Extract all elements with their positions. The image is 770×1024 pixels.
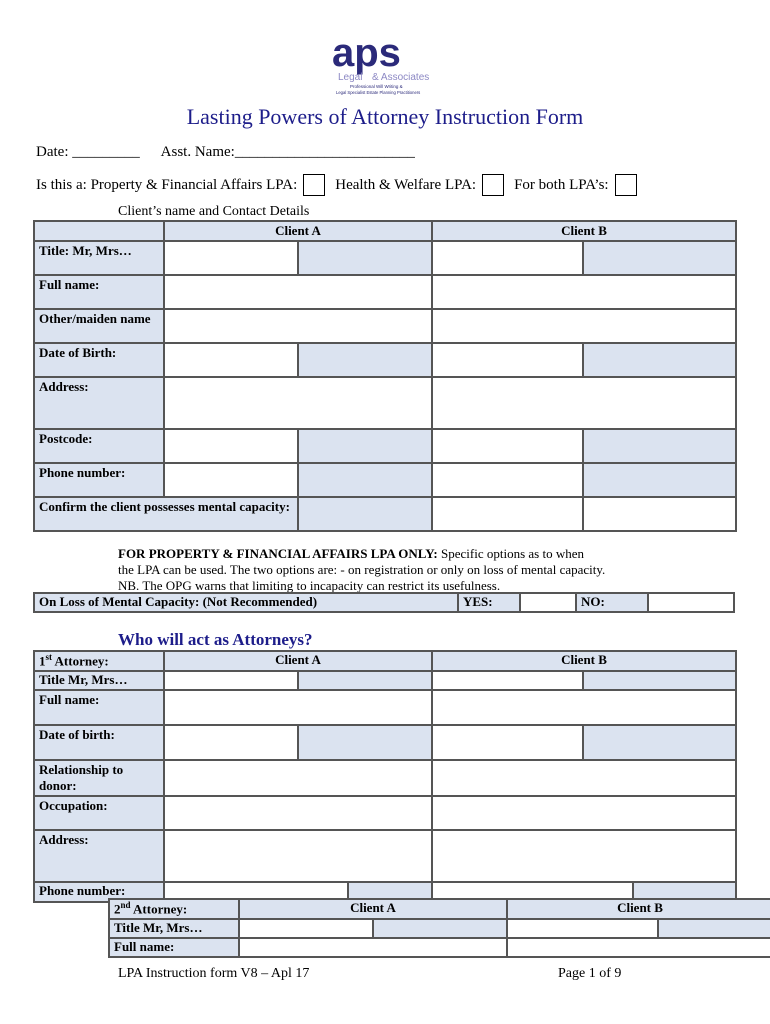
yes-input[interactable] <box>520 593 576 612</box>
other-name-label: Other/maiden name <box>34 309 164 343</box>
property-lpa-notice <box>118 546 678 594</box>
notice-text-1: Specific options as to when <box>437 546 584 561</box>
attorney-1-a-title-input[interactable] <box>164 671 298 690</box>
table-row <box>34 671 736 690</box>
attorney-2-b-title-extra[interactable] <box>658 919 770 938</box>
table-row <box>34 796 736 830</box>
table-row <box>34 377 736 429</box>
logo-name-part2: & Associates <box>372 72 430 83</box>
capacity-label <box>34 497 298 531</box>
attorney-1-ordinal-sup: st <box>45 652 52 662</box>
both-lpa-label: For both LPA’s: <box>514 176 609 193</box>
attorney-1-a-address-input[interactable] <box>164 830 432 882</box>
logo-tagline-2: Legal Specialist Estate Planning Practitioners <box>336 90 421 95</box>
no-label: NO: <box>576 593 648 612</box>
client-a-dob-input[interactable] <box>164 343 298 377</box>
attorney-1-a-relationship-input[interactable] <box>164 760 432 796</box>
table-row <box>34 651 736 671</box>
contact-details-heading: Client’s name and Contact Details <box>118 204 310 219</box>
client-a-other-name-input[interactable] <box>164 309 432 343</box>
attorney-2-ordinal-sup: nd <box>120 900 131 910</box>
table-row <box>34 241 736 275</box>
client-b-other-name-input[interactable] <box>432 309 736 343</box>
client-b-capacity-extra[interactable] <box>583 497 736 531</box>
client-a-phone-extra[interactable] <box>298 463 432 497</box>
client-b-header: Client B <box>432 221 736 241</box>
client-b-title-input[interactable] <box>432 241 583 275</box>
table-row <box>34 429 736 463</box>
attorney-1-b-title-extra[interactable] <box>583 671 736 690</box>
attorney-2-a-full-name-input[interactable] <box>239 938 507 957</box>
attorney-1-full-name-label: Full name: <box>34 690 164 725</box>
header-empty-cell <box>34 221 164 241</box>
client-b-full-name-input[interactable] <box>432 275 736 309</box>
client-a-phone-input[interactable] <box>164 463 298 497</box>
capacity-label-text: Confirm the client possesses mental capacity: <box>39 499 290 514</box>
notice-bold: FOR PROPERTY & FINANCIAL AFFAIRS LPA ONLY: <box>118 546 438 561</box>
client-b-postcode-input[interactable] <box>432 429 583 463</box>
client-a-address-input[interactable] <box>164 377 432 429</box>
table-row <box>34 275 736 309</box>
client-a-title-input[interactable] <box>164 241 298 275</box>
notice-text-3: NB. The OPG warns that limiting to incapacity can restrict its usefulness. <box>118 578 501 593</box>
attorney-1-title-label: Title Mr, Mrs… <box>34 671 164 690</box>
attorney-2-full-name-label: Full name: <box>109 938 239 957</box>
table-row <box>34 221 736 241</box>
table-row <box>109 899 770 919</box>
attorney-1-client-a-header: Client A <box>164 651 432 671</box>
attorney-1-address-label: Address: <box>34 830 164 882</box>
attorney-2-label <box>109 899 239 919</box>
attorney-2-ordinal: 2 <box>114 901 121 917</box>
client-a-postcode-input[interactable] <box>164 429 298 463</box>
date-assistant-line <box>36 144 433 161</box>
form-title: Lasting Powers of Attorney Instruction Form <box>186 104 584 129</box>
date-field[interactable]: Date: _________ <box>36 144 140 160</box>
attorney-1-b-full-name-input[interactable] <box>432 690 736 725</box>
attorney-1-b-occupation-input[interactable] <box>432 796 736 830</box>
client-b-dob-input[interactable] <box>432 343 583 377</box>
health-welfare-checkbox[interactable] <box>482 174 504 196</box>
table-row <box>109 919 770 938</box>
attorney-1-b-address-input[interactable] <box>432 830 736 882</box>
attorney-1-a-occupation-input[interactable] <box>164 796 432 830</box>
notice-text-2: the LPA can be used. The two options are: - on registration or only on loss of mental capacity. <box>118 562 606 577</box>
lpa-type-selector <box>36 174 647 196</box>
address-label: Address: <box>34 377 164 429</box>
footer-version: LPA Instruction form V8 – Apl 17 <box>118 966 310 981</box>
title-label: Title: Mr, Mrs… <box>34 241 164 275</box>
client-a-capacity-input[interactable] <box>298 497 432 531</box>
health-welfare-label: Health & Welfare LPA: <box>335 176 477 193</box>
logo-tagline-1: Professional Will Writing & <box>350 84 403 89</box>
client-b-phone-input[interactable] <box>432 463 583 497</box>
client-b-postcode-extra[interactable] <box>583 429 736 463</box>
attorney-2-client-a-header: Client A <box>239 899 507 919</box>
client-b-dob-extra[interactable] <box>583 343 736 377</box>
table-row <box>34 497 736 531</box>
client-b-capacity-input[interactable] <box>432 497 583 531</box>
attorney-2-label-suffix: Attorney: <box>130 901 188 917</box>
postcode-label: Postcode: <box>34 429 164 463</box>
attorney-1-b-relationship-input[interactable] <box>432 760 736 796</box>
client-a-full-name-input[interactable] <box>164 275 432 309</box>
client-a-postcode-extra[interactable] <box>298 429 432 463</box>
no-input[interactable] <box>648 593 734 612</box>
footer-page-number: Page 1 of 9 <box>558 966 622 981</box>
attorney-1-table <box>33 650 737 903</box>
attorney-2-a-title-extra[interactable] <box>373 919 507 938</box>
attorney-2-table <box>108 898 770 958</box>
attorney-1-dob-label: Date of birth: <box>34 725 164 760</box>
logo-name-part1: Legal <box>338 72 363 83</box>
attorney-1-label-suffix: Attorney: <box>52 653 109 669</box>
client-a-title-extra[interactable] <box>298 241 432 275</box>
client-b-title-extra[interactable] <box>583 241 736 275</box>
attorney-1-a-title-extra[interactable] <box>298 671 432 690</box>
attorney-1-a-dob-extra[interactable] <box>298 725 432 760</box>
table-row <box>34 593 734 612</box>
loss-capacity-label: On Loss of Mental Capacity: (Not Recommended) <box>34 593 458 612</box>
phone-label: Phone number: <box>34 463 164 497</box>
full-name-label: Full name: <box>34 275 164 309</box>
attorney-1-b-dob-extra[interactable] <box>583 725 736 760</box>
aps-logo-mark <box>330 34 445 98</box>
table-row <box>34 760 736 796</box>
attorney-1-relationship-label: Relationship to donor: <box>34 760 164 796</box>
yes-label: YES: <box>458 593 520 612</box>
attorney-1-phone-label: Phone number: <box>34 882 164 902</box>
both-lpa-checkbox[interactable] <box>615 174 637 196</box>
attorney-1-a-dob-input[interactable] <box>164 725 298 760</box>
attorneys-heading: Who will act as Attorneys? <box>118 630 313 649</box>
attorney-1-label <box>34 651 164 671</box>
attorney-2-client-b-header: Client B <box>507 899 770 919</box>
dob-label: Date of Birth: <box>34 343 164 377</box>
table-row <box>34 830 736 882</box>
attorney-1-b-title-input[interactable] <box>432 671 583 690</box>
loss-capacity-table <box>33 592 735 613</box>
assistant-name-field[interactable]: Asst. Name:________________________ <box>160 144 415 160</box>
attorney-2-a-title-input[interactable] <box>239 919 373 938</box>
client-b-address-input[interactable] <box>432 377 736 429</box>
attorney-1-a-full-name-input[interactable] <box>164 690 432 725</box>
client-a-dob-extra[interactable] <box>298 343 432 377</box>
clients-table <box>33 220 737 532</box>
company-logo <box>330 34 445 98</box>
table-row <box>34 463 736 497</box>
attorney-1-b-dob-input[interactable] <box>432 725 583 760</box>
attorney-1-client-b-header: Client B <box>432 651 736 671</box>
logo-mark-text: aps <box>332 34 401 75</box>
attorney-2-title-label: Title Mr, Mrs… <box>109 919 239 938</box>
table-row <box>34 309 736 343</box>
table-row <box>109 938 770 957</box>
attorney-1-ordinal: 1 <box>39 653 46 669</box>
property-financial-checkbox[interactable] <box>303 174 325 196</box>
attorney-1-occupation-label: Occupation: <box>34 796 164 830</box>
table-row <box>34 725 736 760</box>
attorney-2-b-title-input[interactable] <box>507 919 658 938</box>
attorney-2-b-full-name-input[interactable] <box>507 938 770 957</box>
table-row <box>34 690 736 725</box>
table-row <box>34 343 736 377</box>
client-b-phone-extra[interactable] <box>583 463 736 497</box>
lpa-question-label: Is this a: Property & Financial Affairs LPA: <box>36 176 298 193</box>
client-a-header: Client A <box>164 221 432 241</box>
